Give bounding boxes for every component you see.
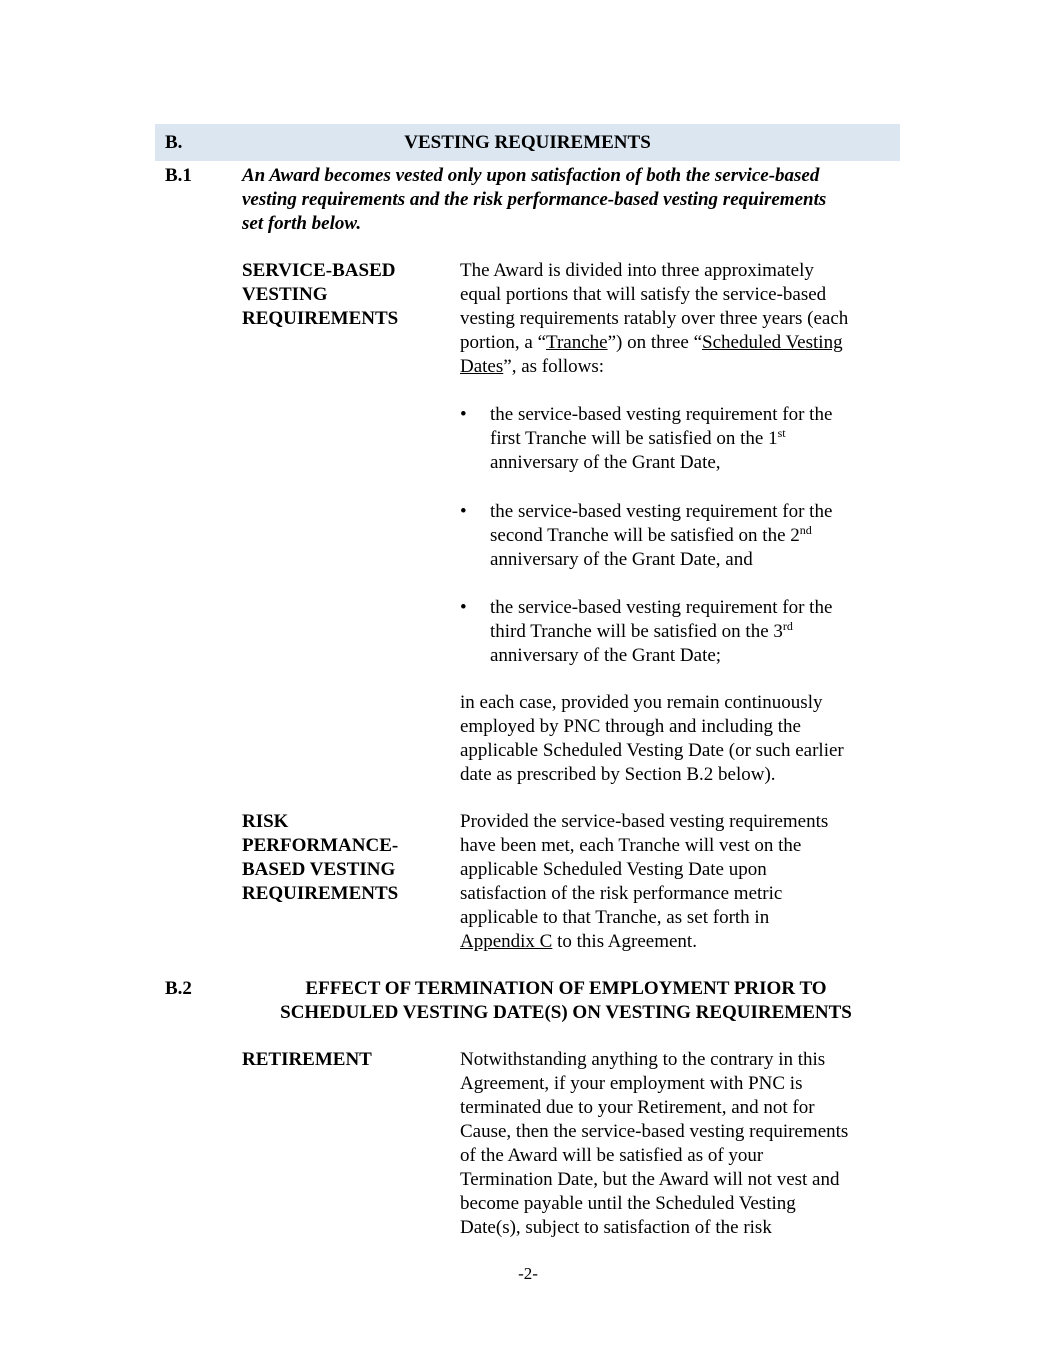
retirement-line: Cause, then the service-based vesting requirements <box>460 1121 849 1142</box>
risk-paragraph <box>460 810 900 954</box>
service-heading-line: VESTING <box>242 284 328 305</box>
closing-line: employed by PNC through and including the <box>460 716 801 737</box>
text: ”, as follows: <box>503 356 605 377</box>
b1-intro <box>242 164 902 236</box>
service-heading-line: REQUIREMENTS <box>242 308 399 329</box>
service-para-line <box>460 355 900 379</box>
risk-line: applicable Scheduled Vesting Date upon <box>460 859 767 880</box>
page-number: -2- <box>518 1264 538 1283</box>
closing-line: applicable Scheduled Vesting Date (or such earlier <box>460 740 844 761</box>
bullet-line <box>490 620 900 644</box>
text: ”) on three “ <box>607 332 703 353</box>
bullet-icon: • <box>460 597 467 618</box>
bullet-line: anniversary of the Grant Date, <box>490 452 721 473</box>
risk-line <box>460 930 900 954</box>
risk-line: applicable to that Tranche, as set forth in <box>460 907 770 928</box>
bullet-line: anniversary of the Grant Date; <box>490 645 722 666</box>
b2-label: B.2 <box>165 978 192 999</box>
risk-heading-line: REQUIREMENTS <box>242 883 399 904</box>
risk-line: Provided the service-based vesting requirements <box>460 811 829 832</box>
service-heading-line: SERVICE-BASED <box>242 260 396 281</box>
ordinal-suffix: st <box>777 426 786 440</box>
service-para-line: The Award is divided into three approximately <box>460 260 814 281</box>
appendix-c-reference: Appendix C <box>460 931 553 952</box>
ordinal-suffix: nd <box>799 523 812 537</box>
risk-heading-line: BASED VESTING <box>242 859 396 880</box>
bullet-line: anniversary of the Grant Date, and <box>490 549 753 570</box>
bullet-text <box>490 596 900 668</box>
retirement-line: Agreement, if your employment with PNC is <box>460 1073 803 1094</box>
section-title: VESTING REQUIREMENTS <box>404 132 651 153</box>
retirement-heading: RETIREMENT <box>242 1049 372 1070</box>
risk-heading <box>242 810 398 906</box>
retirement-line: of the Award will be satisfied as of your <box>460 1145 764 1166</box>
service-para-line <box>460 331 900 355</box>
retirement-line: terminated due to your Retirement, and not for <box>460 1097 815 1118</box>
text: first Tranche will be satisfied on the 1 <box>490 428 778 449</box>
risk-heading-line: RISK <box>242 811 289 832</box>
bullet-line <box>490 524 900 548</box>
b1-label: B.1 <box>165 165 192 186</box>
b2-title-line: SCHEDULED VESTING DATE(S) ON VESTING REQUIREMENTS <box>280 1002 852 1023</box>
b2-title-line: EFFECT OF TERMINATION OF EMPLOYMENT PRIOR TO <box>305 978 827 999</box>
service-para-line: vesting requirements ratably over three years (each <box>460 308 849 329</box>
service-paragraph <box>460 259 900 379</box>
ordinal-suffix: rd <box>782 619 793 633</box>
scheduled-vesting-term: Scheduled Vesting <box>702 332 843 353</box>
retirement-line: become payable until the Scheduled Vesting <box>460 1193 796 1214</box>
bullet-icon: • <box>460 501 467 522</box>
bullet-line: the service-based vesting requirement for the <box>490 501 833 522</box>
retirement-line: Date(s), subject to satisfaction of the risk <box>460 1217 772 1238</box>
section-header-band <box>155 124 900 161</box>
section-label: B. <box>165 132 183 153</box>
risk-line: satisfaction of the risk performance metric <box>460 883 783 904</box>
b1-intro-line: vesting requirements and the risk performance-based vesting requirements <box>242 189 827 210</box>
text: second Tranche will be satisfied on the 2 <box>490 525 800 546</box>
retirement-line: Notwithstanding anything to the contrary in this <box>460 1049 826 1070</box>
scheduled-vesting-term-cont: Dates <box>460 356 504 377</box>
service-closing-paragraph <box>460 691 900 787</box>
tranche-term: Tranche <box>546 332 608 353</box>
closing-line: in each case, provided you remain continuously <box>460 692 823 713</box>
bullet-text <box>490 403 900 475</box>
text: third Tranche will be satisfied on the 3 <box>490 621 783 642</box>
bullet-icon: • <box>460 404 467 425</box>
b1-intro-line: set forth below. <box>242 213 362 234</box>
retirement-line: Termination Date, but the Award will not vest and <box>460 1169 840 1190</box>
bullet-text <box>490 500 900 572</box>
service-heading <box>242 259 398 331</box>
bullet-line <box>490 427 900 451</box>
bullet-line: the service-based vesting requirement for the <box>490 597 833 618</box>
risk-heading-line: PERFORMANCE- <box>242 835 399 856</box>
b1-intro-line: An Award becomes vested only upon satisfaction of both the service-based <box>242 165 820 186</box>
retirement-paragraph <box>460 1048 900 1240</box>
bullet-line: the service-based vesting requirement for the <box>490 404 833 425</box>
b2-title <box>240 977 892 1025</box>
risk-line: have been met, each Tranche will vest on the <box>460 835 802 856</box>
text: to this Agreement. <box>552 931 697 952</box>
text: portion, a “ <box>460 332 547 353</box>
closing-line: date as prescribed by Section B.2 below). <box>460 764 776 785</box>
service-para-line: equal portions that will satisfy the service-based <box>460 284 827 305</box>
